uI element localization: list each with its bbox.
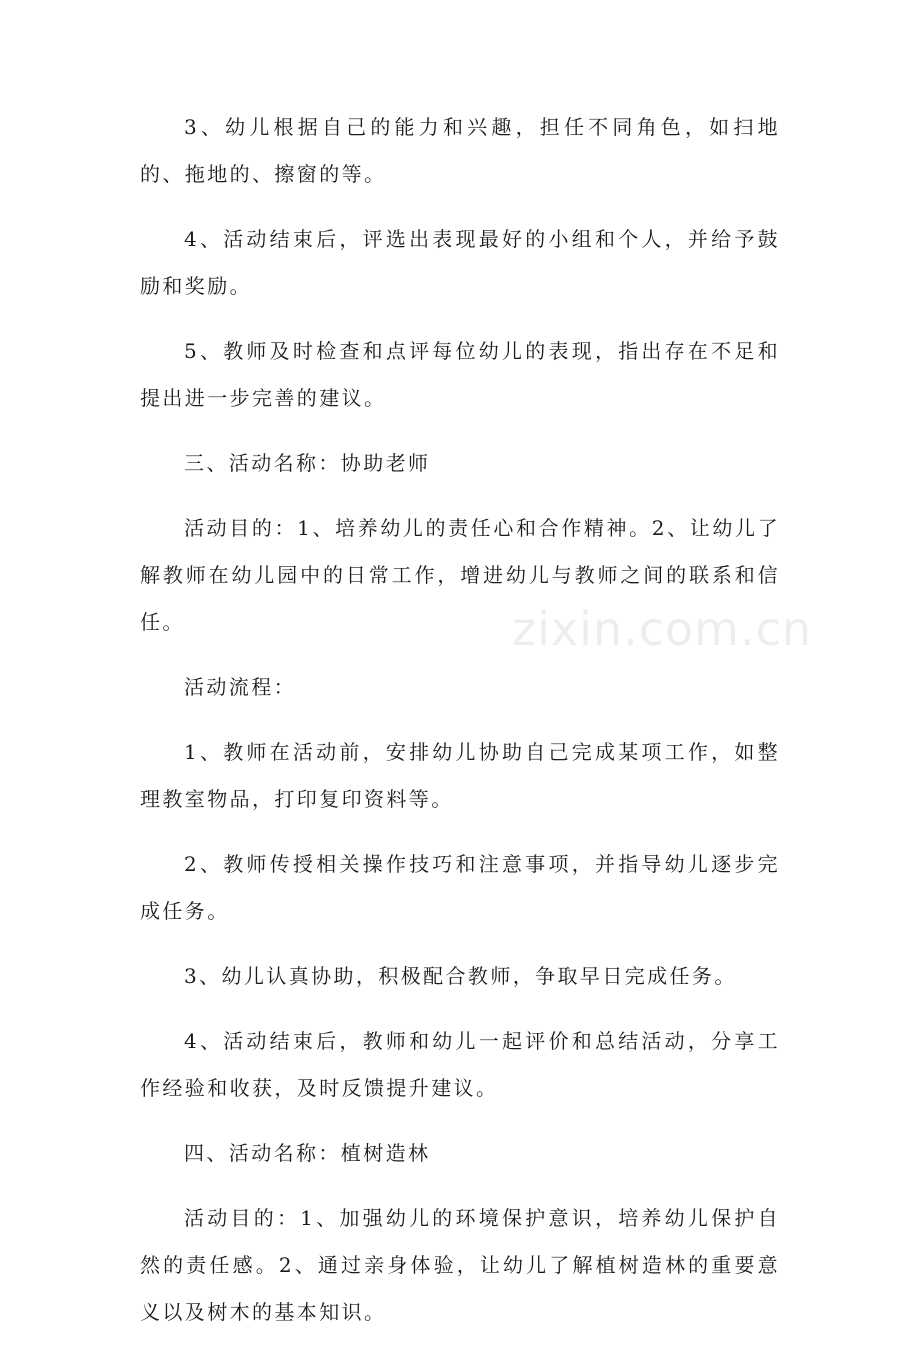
paragraph-process-step-3: 3、幼儿认真协助，积极配合教师，争取早日完成任务。: [184, 964, 737, 988]
paragraph-activity-goal-3: 活动目的：1、培养幼儿的责任心和合作精神。2、让幼儿了解教师在幼儿园中的日常工作，增进幼儿与教师之间的联系和信任。: [140, 516, 780, 634]
watermark-text: zixin.com.cn: [512, 602, 813, 656]
paragraph-process-step-2: 2、教师传授相关操作技巧和注意事项，并指导幼儿逐步完成任务。: [140, 852, 780, 923]
section-heading-3: 三、活动名称：协助老师: [184, 451, 431, 475]
paragraph-activity-process-label: 活动流程：: [184, 675, 296, 699]
paragraph-step-5: 5、教师及时检查和点评每位幼儿的表现，指出存在不足和提出进一步完善的建议。: [140, 339, 780, 410]
paragraph-process-step-1: 1、教师在活动前，安排幼儿协助自己完成某项工作，如整理教室物品，打印复印资料等。: [140, 740, 780, 811]
document-body: [140, 104, 780, 1354]
paragraph-activity-goal-4: 活动目的：1、加强幼儿的环境保护意识，培养幼儿保护自然的责任感。2、通过亲身体验，让幼儿了解植树造林的重要意义以及树木的基本知识。: [140, 1206, 780, 1324]
paragraph-step-3: 3、幼儿根据自己的能力和兴趣，担任不同角色，如扫地的、拖地的、擦窗的等。: [140, 115, 780, 186]
section-heading-4: 四、活动名称：植树造林: [184, 1141, 431, 1165]
paragraph-step-4: 4、活动结束后，评选出表现最好的小组和个人，并给予鼓励和奖励。: [140, 227, 780, 298]
paragraph-process-step-4: 4、活动结束后，教师和幼儿一起评价和总结活动，分享工作经验和收获，及时反馈提升建议。: [140, 1029, 780, 1100]
